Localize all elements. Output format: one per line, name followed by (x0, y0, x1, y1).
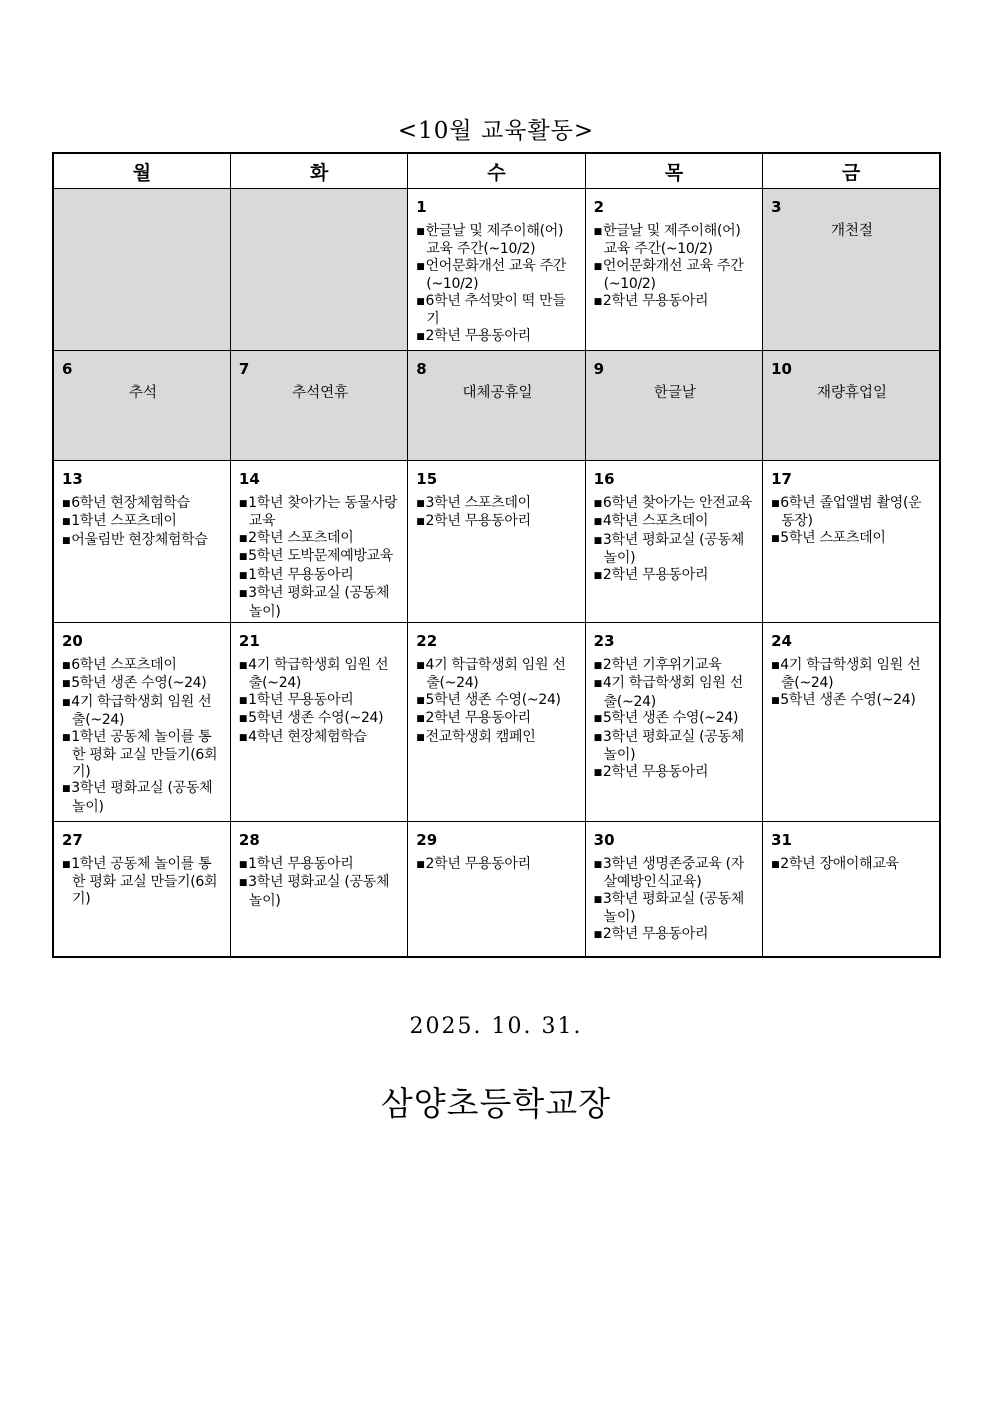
holiday-label: 재량휴업일 (817, 384, 888, 401)
event-item: ■ 6학년 찾아가는 안전교육 (594, 495, 756, 514)
weekday-header: 화 (230, 153, 407, 189)
day-number: 16 (593, 470, 615, 488)
event-item: ■ 2학년 기후위기교육 (594, 657, 756, 676)
calendar-day-cell (230, 461, 407, 623)
event-item: ■ 1학년 무용동아리 (239, 856, 401, 875)
day-number: 2 (593, 198, 605, 216)
calendar-day-cell (230, 822, 407, 957)
event-item: ■ 언어문화개선 교육 주간(~10/2) (594, 258, 756, 293)
calendar-day-cell (230, 351, 407, 461)
calendar-week-row (53, 461, 940, 623)
event-item: ■ 6학년 스포츠데이 (62, 657, 224, 676)
event-item: ■ 5학년 생존 수영(~24) (239, 710, 401, 729)
day-number: 23 (593, 632, 615, 650)
calendar-day-cell (585, 461, 762, 623)
event-item: ■ 3학년 평화교실 (공동체 놀이) (62, 780, 224, 815)
calendar-day-cell (585, 351, 762, 461)
calendar-week-row (53, 351, 940, 461)
event-item: ■ 2학년 스포츠데이 (239, 530, 401, 549)
event-item: ■ 6학년 현장체험학습 (62, 495, 224, 514)
calendar-day-cell (408, 351, 585, 461)
event-item: ■ 4학년 현장체험학습 (239, 729, 401, 748)
event-item: ■ 한글날 및 제주이해(어) 교육 주간(~10/2) (416, 223, 578, 258)
day-number: 22 (416, 632, 438, 650)
day-number: 8 (416, 360, 427, 378)
day-number: 9 (593, 360, 605, 378)
event-item: ■ 6학년 졸업앨범 촬영(운동장) (771, 495, 933, 530)
event-item: ■ 5학년 도박문제예방교육 (239, 548, 401, 567)
event-item: ■ 3학년 평화교실 (공동체 놀이) (594, 532, 756, 567)
event-item: ■ 2학년 무용동아리 (416, 856, 578, 875)
event-item: ■ 1학년 무용동아리 (239, 692, 401, 711)
event-item: ■ 5학년 스포츠데이 (771, 530, 933, 549)
day-number: 29 (416, 831, 438, 849)
event-item: ■ 2학년 무용동아리 (416, 710, 578, 729)
calendar-day-cell (408, 623, 585, 822)
calendar-day-cell (230, 189, 407, 351)
event-item: ■ 6학년 추석맞이 떡 만들기 (416, 293, 578, 328)
calendar-week-row (53, 822, 940, 957)
event-item: ■ 3학년 평화교실 (공동체 놀이) (594, 729, 756, 764)
day-number: 17 (771, 470, 792, 488)
event-item: ■ 2학년 무용동아리 (594, 764, 756, 783)
weekday-header-row (53, 153, 940, 189)
event-item: ■ 4학년 스포츠데이 (594, 513, 756, 532)
calendar-day-cell (53, 461, 230, 623)
calendar-day-cell (53, 623, 230, 822)
day-number: 3 (771, 198, 782, 216)
event-item: ■ 5학년 생존 수영(~24) (771, 692, 933, 711)
event-item: ■ 2학년 무용동아리 (416, 513, 578, 532)
day-number: 10 (771, 360, 792, 378)
day-number: 7 (238, 360, 250, 378)
event-item: ■ 어울림반 현장체험학습 (62, 532, 224, 551)
event-item: ■ 3학년 생명존중교육 (자살예방인식교육) (594, 856, 756, 891)
holiday-label: 추석 (128, 384, 157, 401)
day-number: 15 (416, 470, 438, 488)
principal-signature: 삼양초등학교장 (380, 1084, 612, 1123)
event-item: ■ 2학년 무용동아리 (594, 293, 756, 312)
calendar-day-cell (763, 623, 940, 822)
event-item: ■ 2학년 무용동아리 (594, 926, 756, 945)
calendar-day-cell (763, 461, 940, 623)
calendar-day-cell (53, 822, 230, 957)
event-item: ■ 4기 학급학생회 임원 선출(~24) (771, 657, 933, 692)
event-item: ■ 1학년 스포츠데이 (62, 513, 224, 532)
day-number: 27 (62, 831, 83, 849)
day-number: 24 (771, 632, 792, 650)
event-item: ■ 전교학생회 캠페인 (416, 729, 578, 748)
holiday-label: 추석연휴 (292, 384, 349, 401)
event-item: ■ 3학년 스포츠데이 (416, 495, 578, 514)
calendar-day-cell (763, 351, 940, 461)
calendar-day-cell (585, 822, 762, 957)
day-number: 21 (238, 632, 260, 650)
event-item: ■ 5학년 생존 수영(~24) (594, 710, 756, 729)
event-item: ■ 4기 학급학생회 임원 선출(~24) (416, 657, 578, 692)
day-number: 13 (62, 470, 83, 488)
calendar-day-cell (763, 822, 940, 957)
event-item: ■ 3학년 평화교실 (공동체 놀이) (239, 585, 401, 620)
calendar-table (52, 152, 941, 958)
weekday-header: 수 (408, 153, 585, 189)
calendar-week-row (53, 189, 940, 351)
weekday-header: 금 (763, 153, 940, 189)
calendar-day-cell (408, 189, 585, 351)
calendar-week-row (53, 623, 940, 822)
event-item: ■ 1학년 무용동아리 (239, 567, 401, 586)
event-item: ■ 3학년 평화교실 (공동체 놀이) (239, 874, 401, 909)
calendar-day-cell (408, 822, 585, 957)
event-item: ■ 언어문화개선 교육 주간(~10/2) (416, 258, 578, 293)
event-item: ■ 5학년 생존 수영(~24) (416, 692, 578, 711)
event-item: ■ 4기 학급학생회 임원 선출(~24) (239, 657, 401, 692)
event-item: ■ 2학년 장애이해교육 (771, 856, 933, 875)
day-number: 6 (62, 360, 73, 378)
event-item: ■ 4기 학급학생회 임원 선출(~24) (594, 675, 756, 710)
calendar-day-cell (53, 189, 230, 351)
holiday-label: 한글날 (653, 384, 696, 401)
weekday-header: 목 (585, 153, 762, 189)
calendar-day-cell (230, 623, 407, 822)
document-date: 2025. 10. 31. (409, 1014, 583, 1039)
holiday-label: 개천절 (831, 222, 874, 239)
weekday-header: 월 (53, 153, 230, 189)
event-item: ■ 2학년 무용동아리 (594, 567, 756, 586)
event-item: ■ 1학년 공동체 놀이를 통한 평화 교실 만들기(6회기) (62, 856, 224, 908)
day-number: 1 (416, 198, 427, 216)
day-number: 31 (771, 831, 792, 849)
event-item: ■ 1학년 공동체 놀이를 통한 평화 교실 만들기(6회기) (62, 729, 224, 781)
event-item: ■ 5학년 생존 수영(~24) (62, 675, 224, 694)
holiday-label: 대체공휴일 (462, 384, 533, 401)
calendar-day-cell (763, 189, 940, 351)
day-number: 14 (238, 470, 260, 488)
event-item: ■ 한글날 및 제주이해(어) 교육 주간(~10/2) (594, 223, 756, 258)
event-item: ■ 2학년 무용동아리 (416, 328, 578, 347)
calendar-day-cell (585, 189, 762, 351)
day-number: 30 (593, 831, 615, 849)
calendar-day-cell (585, 623, 762, 822)
page-title: <10월 교육활동> (397, 118, 595, 144)
calendar-day-cell (53, 351, 230, 461)
day-number: 20 (62, 632, 83, 650)
event-item: ■ 4기 학급학생회 임원 선출(~24) (62, 694, 224, 729)
event-item: ■ 1학년 찾아가는 동물사랑교육 (239, 495, 401, 530)
calendar-day-cell (408, 461, 585, 623)
event-item: ■ 3학년 평화교실 (공동체 놀이) (594, 891, 756, 926)
day-number: 28 (238, 831, 260, 849)
